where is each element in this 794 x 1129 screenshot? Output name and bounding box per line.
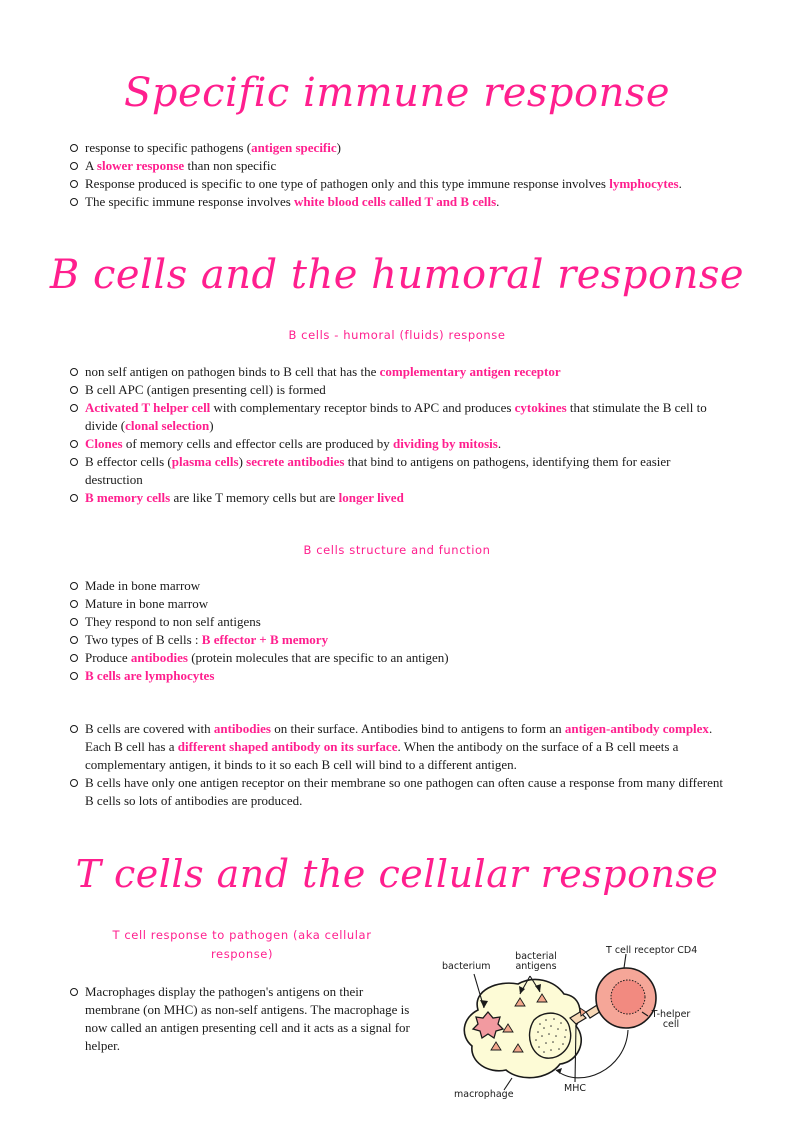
highlight-text: longer lived [338,490,404,505]
highlight-text: B effector + B memory [201,632,329,647]
body-text: Response produced is specific to one type of pathogen only and this type immune response involves [85,176,610,191]
highlight-text: complementary antigen receptor [379,364,561,379]
highlight-text: slower response [96,158,185,173]
body-text: Macrophages display the pathogen's antigens on their membrane (on MHC) as non-self antigens. The macrophage is now called an antigen presenting cell and it acts as a signal for helper. [85,984,410,1053]
body-text: (protein molecules that are specific to an antigen) [187,650,449,665]
highlight-text: antibodies [130,650,188,665]
list-item [70,631,730,649]
label-bacterium: bacterium [442,961,491,972]
list-item [70,649,730,667]
body-text: with complementary receptor binds to APC and produces [210,400,515,415]
list-b-cells-structure [70,577,730,685]
body-text: Mature in bone marrow [85,596,209,611]
body-text: . Each B cell has a [85,721,713,754]
body-text: . When the antibody on the surface of a B cell meets a complementary antigen, it binds to it so each B cell will bind to a different antigen. [85,739,679,772]
macrophage-nucleus [530,1013,571,1058]
mhc-antigen [580,1008,586,1016]
list-humoral-response [70,363,730,507]
highlight-text: antigen specific [251,140,337,155]
body-text: Two types of B cells : [85,632,202,647]
body-text: B cell APC (antigen presenting cell) is formed [85,382,326,397]
list-item [70,381,730,399]
list-b-cells-antibodies [70,720,730,810]
list-item [70,489,730,507]
highlight-text: antibodies [213,721,271,736]
list-item [70,667,730,685]
highlight-text: dividing by mitosis [393,436,498,451]
body-text: of memory cells and effector cells are produced by [122,436,394,451]
list-item [70,720,730,774]
highlight-text: B cells are lymphocytes [85,668,215,683]
body-text: that bind to antigens on pathogens, identifying them for easier destruction [85,454,671,487]
list-item [70,399,730,435]
body-text: Produce [85,650,131,665]
list-t-cell-response [70,983,415,1055]
label-t-cell-receptor: T cell receptor CD4 [606,945,698,956]
title-b-cells-humoral: B cells and the humoral response [49,252,745,298]
list-item [70,175,730,193]
list-item [70,983,415,1055]
highlight-text: B memory cells [85,490,171,505]
highlight-text: Clones [85,436,123,451]
subhead-b-cells-humoral: B cells - humoral (fluids) response [288,328,506,342]
body-text: A [85,158,97,173]
body-text: than non specific [184,158,277,173]
label-t-helper-cell: T-helper cell [651,1009,691,1030]
body-text: They respond to non self antigens [85,614,261,629]
title-t-cells-cellular: T cells and the cellular response [75,852,719,896]
highlight-text: antigen-antibody complex [564,721,709,736]
body-text: B cells are covered with [85,721,214,736]
highlight-text: lymphocytes [609,176,679,191]
body-text: B cells have only one antigen receptor on their membrane so one pathogen can often cause a response from many different B cells so lots of antibodies are produced. [85,775,723,808]
body-text: ) [238,454,247,469]
subhead-b-cells-structure: B cells structure and function [303,543,491,557]
list-item [70,435,730,453]
highlight-text: different shaped antibody on its surface [177,739,398,754]
subhead-t-cell-response: T cell response to pathogen (aka cellular response) [112,928,372,961]
body-text: . [678,176,682,191]
body-text: B effector cells ( [85,454,172,469]
body-text: . [496,194,500,209]
body-text: ) [209,418,214,433]
list-item [70,453,730,489]
highlight-text: white blood cells called T and B cells [294,194,497,209]
list-item [70,363,730,381]
body-text: The specific immune response involves [85,194,295,209]
list-specific-response [70,139,730,211]
highlight-text: Activated T helper cell [85,400,211,415]
t-helper-nucleus [611,980,645,1014]
label-bacterial-antigens: bacterial antigens [515,951,557,972]
list-item [70,577,730,595]
body-text: are like T memory cells but are [170,490,339,505]
highlight-text: cytokines [514,400,567,415]
body-text: ) [336,140,341,155]
body-text: non self antigen on pathogen binds to B cell that has the [85,364,380,379]
body-text: that stimulate the B cell to divide ( [85,400,707,433]
body-text: on their surface. Antibodies bind to antigens to form an [270,721,565,736]
label-mhc: MHC [564,1083,586,1094]
body-text: . [497,436,502,451]
body-text: response to specific pathogens ( [85,140,252,155]
list-item [70,774,730,810]
highlight-text: clonal selection [125,418,210,433]
t-cell-activation-diagram [430,940,730,1105]
list-item [70,613,730,631]
list-item [70,193,730,211]
body-text: Made in bone marrow [85,578,201,593]
highlight-text: secrete antibodies [246,454,345,469]
list-item [70,595,730,613]
title-specific-immune-response: Specific immune response [123,70,671,116]
list-item [70,157,730,175]
list-item [70,139,730,157]
highlight-text: plasma cells [171,454,239,469]
label-macrophage: macrophage [454,1089,514,1100]
